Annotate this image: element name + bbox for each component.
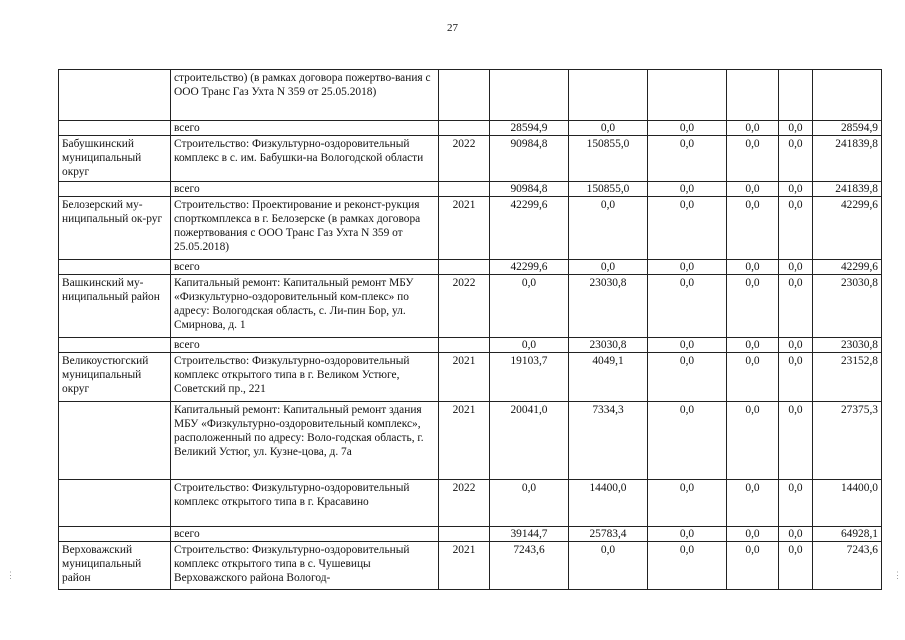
col-2-cell: 23030,8 [569, 275, 648, 338]
col-5-cell: 0,0 [779, 338, 813, 353]
municipality-cell [59, 70, 171, 121]
project-cell: Строительство: Проектирование и реконст-рукция спорткомплекса в г. Белозерске (в рамках договора пожертвования с ООО Транс Газ Ухта N 359 от 25.05.2018) [171, 197, 439, 260]
col-4-cell: 0,0 [727, 260, 779, 275]
col-4-cell: 0,0 [727, 197, 779, 260]
project-cell: Капитальный ремонт: Капитальный ремонт здания МБУ «Физкультурно-оздоровительный комплекс», расположенный по адресу: Воло-годская область, г. Великий Устюг, ул. Кузне-цова, д. 7а [171, 402, 439, 480]
year-cell: 2021 [439, 402, 490, 480]
col-6-cell: 7243,6 [813, 542, 882, 590]
col-5-cell: 0,0 [779, 402, 813, 480]
project-cell: Капитальный ремонт: Капитальный ремонт МБУ «Физкультурно-оздоровительный ком-плекс» по адресу: Вологодская область, с. Ли-пин Бор, ул. Смирнова, д. 1 [171, 275, 439, 338]
col-6-cell: 28594,9 [813, 121, 882, 136]
year-cell [439, 338, 490, 353]
col-3-cell: 0,0 [648, 136, 727, 182]
municipality-cell [59, 182, 171, 197]
municipality-cell [59, 480, 171, 527]
col-1-cell: 0,0 [490, 275, 569, 338]
col-4-cell [727, 70, 779, 121]
col-4-cell: 0,0 [727, 182, 779, 197]
margin-tick-left: ⋮ [6, 570, 15, 580]
col-2-cell: 150855,0 [569, 136, 648, 182]
col-4-cell: 0,0 [727, 136, 779, 182]
col-5-cell: 0,0 [779, 542, 813, 590]
col-2-cell: 23030,8 [569, 338, 648, 353]
col-4-cell: 0,0 [727, 121, 779, 136]
municipality-cell [59, 402, 171, 480]
col-3-cell: 0,0 [648, 121, 727, 136]
col-1-cell: 42299,6 [490, 260, 569, 275]
col-1-cell: 19103,7 [490, 353, 569, 402]
col-5-cell: 0,0 [779, 182, 813, 197]
year-cell [439, 70, 490, 121]
col-3-cell: 0,0 [648, 197, 727, 260]
project-cell: всего [171, 338, 439, 353]
total-row [59, 121, 882, 136]
total-row [59, 182, 882, 197]
table-row [59, 136, 882, 182]
year-cell: 2022 [439, 136, 490, 182]
project-cell: Строительство: Физкультурно-оздоровительный комплекс в с. им. Бабушки-на Вологодской области [171, 136, 439, 182]
year-cell: 2021 [439, 197, 490, 260]
year-cell [439, 121, 490, 136]
total-row [59, 338, 882, 353]
col-6-cell: 14400,0 [813, 480, 882, 527]
municipality-cell [59, 338, 171, 353]
col-2-cell: 0,0 [569, 121, 648, 136]
project-cell: Строительство: Физкультурно-оздоровительный комплекс открытого типа в с. Чушевицы Верховажского района Вологод- [171, 542, 439, 590]
col-6-cell: 42299,6 [813, 197, 882, 260]
year-cell: 2021 [439, 353, 490, 402]
col-1-cell [490, 70, 569, 121]
table-row [59, 197, 882, 260]
col-1-cell: 7243,6 [490, 542, 569, 590]
col-1-cell: 39144,7 [490, 527, 569, 542]
col-4-cell: 0,0 [727, 542, 779, 590]
col-3-cell: 0,0 [648, 338, 727, 353]
table-row [59, 70, 882, 121]
col-3-cell: 0,0 [648, 353, 727, 402]
col-6-cell: 23152,8 [813, 353, 882, 402]
col-4-cell: 0,0 [727, 480, 779, 527]
col-5-cell: 0,0 [779, 197, 813, 260]
table-row [59, 353, 882, 402]
col-5-cell: 0,0 [779, 527, 813, 542]
col-3-cell [648, 70, 727, 121]
municipality-cell [59, 121, 171, 136]
col-6-cell: 23030,8 [813, 338, 882, 353]
col-4-cell: 0,0 [727, 402, 779, 480]
col-6-cell [813, 70, 882, 121]
funding-table [58, 69, 882, 590]
year-cell [439, 260, 490, 275]
col-4-cell: 0,0 [727, 275, 779, 338]
col-2-cell: 150855,0 [569, 182, 648, 197]
col-5-cell [779, 70, 813, 121]
municipality-cell: Верховажский муниципальный район [59, 542, 171, 590]
col-3-cell: 0,0 [648, 542, 727, 590]
col-6-cell: 27375,3 [813, 402, 882, 480]
col-5-cell: 0,0 [779, 136, 813, 182]
table-row [59, 275, 882, 338]
table-row [59, 402, 882, 480]
col-4-cell: 0,0 [727, 527, 779, 542]
municipality-cell: Бабушкинский муниципальный округ [59, 136, 171, 182]
total-row [59, 260, 882, 275]
col-1-cell: 28594,9 [490, 121, 569, 136]
col-6-cell: 42299,6 [813, 260, 882, 275]
col-6-cell: 241839,8 [813, 182, 882, 197]
col-1-cell: 90984,8 [490, 136, 569, 182]
col-5-cell: 0,0 [779, 260, 813, 275]
col-3-cell: 0,0 [648, 527, 727, 542]
municipality-cell: Великоустюгский муниципальный округ [59, 353, 171, 402]
col-3-cell: 0,0 [648, 275, 727, 338]
margin-tick-right: ⋮ [893, 570, 902, 580]
project-cell: строительство) (в рамках договора пожертво-вания с ООО Транс Газ Ухта N 359 от 25.05.2018) [171, 70, 439, 121]
col-2-cell: 4049,1 [569, 353, 648, 402]
col-5-cell: 0,0 [779, 275, 813, 338]
col-6-cell: 23030,8 [813, 275, 882, 338]
project-cell: Строительство: Физкультурно-оздоровительный комплекс открытого типа в г. Великом Устюге, Советский пр., 221 [171, 353, 439, 402]
col-5-cell: 0,0 [779, 121, 813, 136]
col-6-cell: 241839,8 [813, 136, 882, 182]
col-2-cell: 0,0 [569, 542, 648, 590]
municipality-cell: Белозерский му-ниципальный ок-руг [59, 197, 171, 260]
col-1-cell: 20041,0 [490, 402, 569, 480]
page-number: 27 [447, 22, 458, 34]
year-cell: 2021 [439, 542, 490, 590]
year-cell [439, 527, 490, 542]
col-1-cell: 0,0 [490, 338, 569, 353]
municipality-cell [59, 527, 171, 542]
col-4-cell: 0,0 [727, 338, 779, 353]
col-6-cell: 64928,1 [813, 527, 882, 542]
col-2-cell: 0,0 [569, 197, 648, 260]
col-3-cell: 0,0 [648, 260, 727, 275]
col-2-cell: 7334,3 [569, 402, 648, 480]
col-5-cell: 0,0 [779, 353, 813, 402]
col-2-cell: 14400,0 [569, 480, 648, 527]
col-3-cell: 0,0 [648, 402, 727, 480]
table-row [59, 542, 882, 590]
year-cell [439, 182, 490, 197]
total-row [59, 527, 882, 542]
project-cell: Строительство: Физкультурно-оздоровительный комплекс открытого типа в г. Красавино [171, 480, 439, 527]
table-row [59, 480, 882, 527]
table-body [59, 70, 882, 590]
col-2-cell [569, 70, 648, 121]
project-cell: всего [171, 527, 439, 542]
col-4-cell: 0,0 [727, 353, 779, 402]
col-3-cell: 0,0 [648, 182, 727, 197]
col-3-cell: 0,0 [648, 480, 727, 527]
col-2-cell: 25783,4 [569, 527, 648, 542]
col-1-cell: 0,0 [490, 480, 569, 527]
project-cell: всего [171, 260, 439, 275]
project-cell: всего [171, 121, 439, 136]
col-1-cell: 90984,8 [490, 182, 569, 197]
project-cell: всего [171, 182, 439, 197]
municipality-cell [59, 260, 171, 275]
col-5-cell: 0,0 [779, 480, 813, 527]
year-cell: 2022 [439, 480, 490, 527]
municipality-cell: Вашкинский му-ниципальный район [59, 275, 171, 338]
col-1-cell: 42299,6 [490, 197, 569, 260]
col-2-cell: 0,0 [569, 260, 648, 275]
year-cell: 2022 [439, 275, 490, 338]
